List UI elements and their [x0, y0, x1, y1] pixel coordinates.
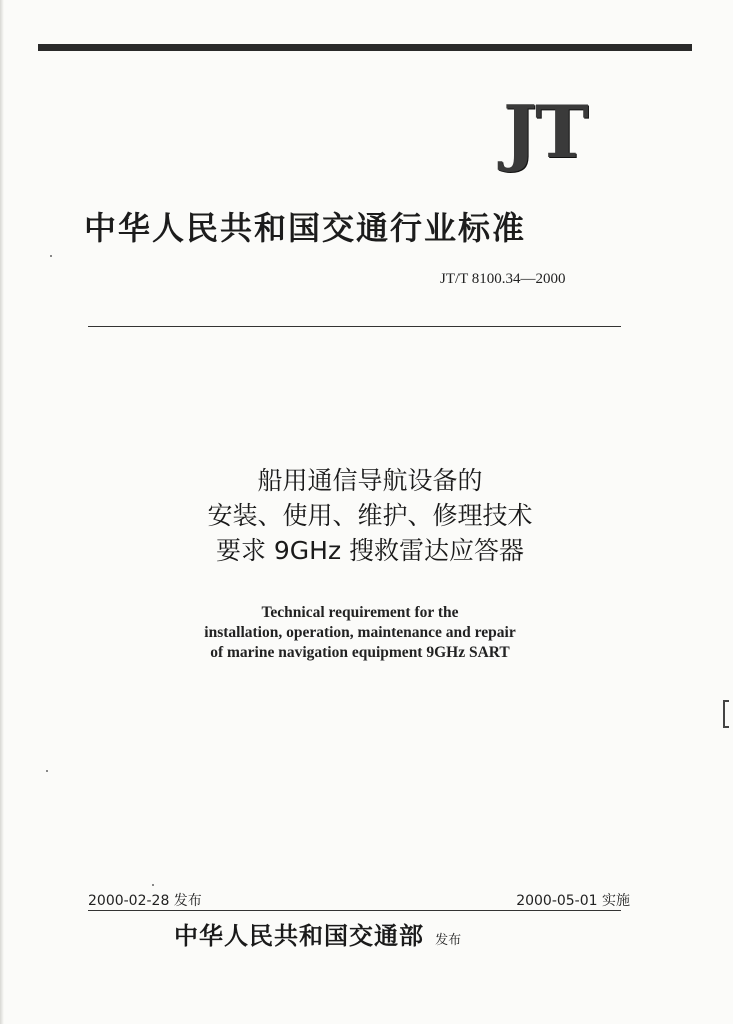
implementation-date: 2000-05-01 实施 — [516, 893, 630, 909]
publisher-verb: 发布 — [435, 933, 462, 948]
issue-date: 2000-02-28 发布 — [88, 893, 202, 909]
chinese-title-line: 要求 9GHz 搜救雷达应答器 — [215, 536, 525, 565]
org-title: 中华人民共和国交通行业标准 — [84, 209, 527, 247]
english-title — [150, 603, 570, 663]
publisher — [174, 916, 461, 951]
publisher-name: 中华人民共和国交通部 — [174, 922, 424, 950]
chinese-title — [120, 463, 620, 568]
jt-logo: JT — [503, 89, 587, 174]
divider-bottom — [88, 910, 621, 911]
scan-edge — [0, 0, 4, 1024]
divider-top — [88, 326, 621, 327]
standard-number: JT/T 8100.34—2000 — [440, 271, 566, 287]
chinese-title-line: 安装、使用、维护、修理技术 — [207, 501, 533, 530]
scan-dot — [46, 770, 48, 772]
english-title-line: Technical requirement for the — [261, 604, 459, 621]
scan-dot — [152, 884, 154, 886]
chinese-title-line: 船用通信导航设备的 — [257, 466, 483, 495]
header-rule-bar — [38, 44, 692, 51]
margin-bracket-mark — [723, 700, 729, 728]
scan-dot — [50, 255, 52, 257]
english-title-line: installation, operation, maintenance and repair — [204, 624, 516, 641]
english-title-line: of marine navigation equipment 9GHz SART — [210, 644, 510, 661]
